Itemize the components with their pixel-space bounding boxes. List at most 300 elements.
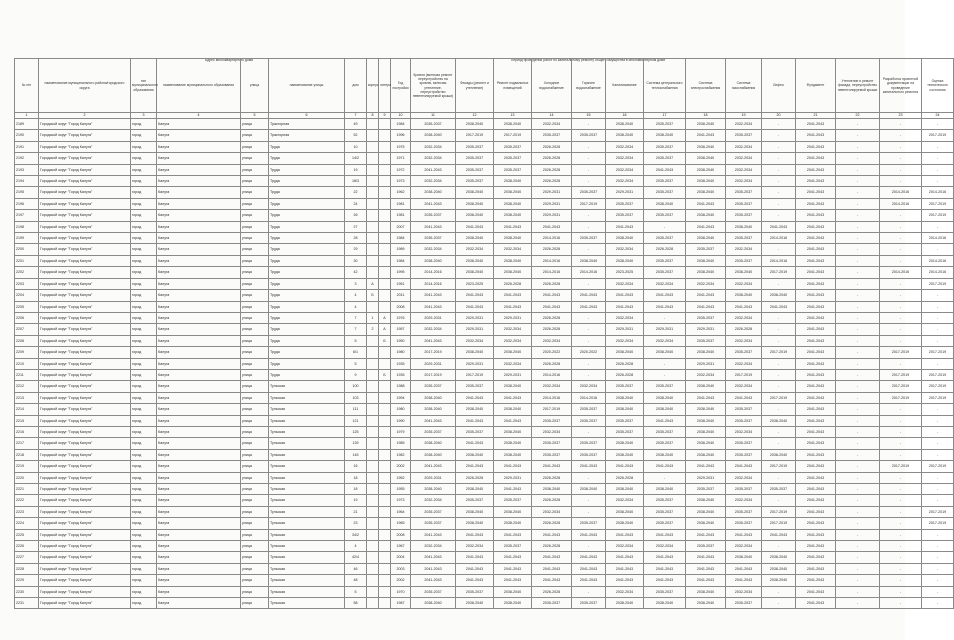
table-cell: 2202: [15, 267, 39, 278]
table-cell: 2041-2043: [456, 221, 494, 232]
table-cell: город: [131, 233, 157, 244]
table-cell: 2029-2031: [411, 312, 456, 323]
table-cell: Труда: [269, 153, 345, 164]
table-cell: 2041-2043: [796, 335, 836, 346]
table-cell: 2035-2037: [726, 210, 762, 221]
column-header: улица: [241, 59, 269, 113]
table-cell: улица: [241, 575, 269, 586]
table-cell: Городской округ "Город Калуга": [39, 141, 131, 152]
table-cell: город: [131, 278, 157, 289]
table-cell: улица: [241, 484, 269, 495]
table-cell: Городской округ "Город Калуга": [39, 518, 131, 529]
table-cell: 2041-2043: [644, 290, 686, 301]
table-cell: 2038-2040: [762, 575, 796, 586]
table-cell: 2017-2019: [922, 210, 954, 221]
column-number: 16: [606, 113, 644, 119]
table-cell: 2035-2037: [726, 347, 762, 358]
table-cell: 2038-2040: [726, 267, 762, 278]
table-cell: улица: [241, 244, 269, 255]
table-row: [15, 244, 954, 255]
table-cell: 2035-2037: [726, 518, 762, 529]
table-cell: Калуга: [157, 541, 241, 552]
table-cell: 49: [345, 119, 367, 130]
table-cell: 2213: [15, 392, 39, 403]
table-cell: Городской округ "Город Калуга": [39, 244, 131, 255]
table-cell: 2014-2016: [762, 255, 796, 266]
table-cell: -: [572, 506, 606, 517]
table-cell: [379, 541, 391, 552]
table-cell: 2041-2043: [456, 438, 494, 449]
table-cell: 2218: [15, 449, 39, 460]
table-cell: 4: [345, 290, 367, 301]
table-cell: 2041-2043: [796, 278, 836, 289]
table-cell: 2038-2040: [606, 518, 644, 529]
table-cell: 2038-2040: [411, 484, 456, 495]
table-cell: -: [836, 563, 880, 574]
table-cell: Калуга: [157, 244, 241, 255]
table-cell: 2035-2037: [686, 312, 726, 323]
table-cell: -: [836, 392, 880, 403]
table-cell: Калуга: [157, 404, 241, 415]
table-row: [15, 233, 954, 244]
table-cell: Калуга: [157, 529, 241, 540]
table-cell: -: [836, 187, 880, 198]
table-cell: 2035-2037: [572, 449, 606, 460]
table-cell: [379, 529, 391, 540]
table-cell: 2032-2034: [726, 141, 762, 152]
table-cell: 2041-2043: [494, 529, 532, 540]
table-cell: Городской округ "Город Калуга": [39, 586, 131, 597]
table-cell: -: [644, 472, 686, 483]
table-cell: 2041-2043: [644, 563, 686, 574]
table-cell: Городской округ "Город Калуга": [39, 369, 131, 380]
table-cell: 1995: [391, 267, 411, 278]
table-cell: -: [762, 187, 796, 198]
table-cell: -: [762, 141, 796, 152]
column-header: литера: [379, 59, 391, 113]
table-cell: Калуга: [157, 426, 241, 437]
table-cell: -: [880, 358, 922, 369]
table-cell: -: [836, 141, 880, 152]
table-cell: 2035-2037: [644, 141, 686, 152]
table-cell: [379, 153, 391, 164]
table-cell: [379, 176, 391, 187]
table-cell: 2041-2043: [606, 529, 644, 540]
table-cell: 2017-2019: [411, 369, 456, 380]
table-cell: 42/4: [345, 552, 367, 563]
table-cell: -: [762, 130, 796, 141]
table-cell: 2035-2037: [644, 426, 686, 437]
table-cell: -: [762, 176, 796, 187]
table-cell: Труда: [269, 347, 345, 358]
table-cell: 2041-2043: [456, 290, 494, 301]
table-cell: 2032-2034: [606, 176, 644, 187]
table-cell: [379, 267, 391, 278]
table-cell: -: [922, 552, 954, 563]
table-cell: город: [131, 290, 157, 301]
table-cell: 2038-2040: [411, 392, 456, 403]
table-cell: 2038-2040: [644, 449, 686, 460]
table-cell: 100: [345, 381, 367, 392]
table-cell: 2032-2034: [411, 541, 456, 552]
table-cell: 2029-2031: [686, 472, 726, 483]
table-cell: 2014-2016: [922, 255, 954, 266]
table-row: [15, 312, 954, 323]
table-cell: город: [131, 563, 157, 574]
table-cell: 2029-2031: [606, 187, 644, 198]
table-cell: -: [922, 153, 954, 164]
table-cell: [379, 255, 391, 266]
table-cell: 2229: [15, 575, 39, 586]
table-cell: 2038-2040: [494, 598, 532, 609]
table-cell: [367, 575, 379, 586]
table-cell: 1987: [391, 598, 411, 609]
table-cell: Труда: [269, 176, 345, 187]
table-cell: 2014-2016: [532, 233, 572, 244]
table-cell: 2017-2019: [726, 369, 762, 380]
table-cell: 1980: [391, 347, 411, 358]
table-cell: 2032-2034: [686, 369, 726, 380]
table-cell: 27: [345, 221, 367, 232]
table-cell: 2038-2040: [456, 255, 494, 266]
table-cell: 1950: [391, 335, 411, 346]
table-cell: 2041-2043: [796, 358, 836, 369]
table-cell: 2035-2037: [456, 176, 494, 187]
table-cell: 2041-2043: [456, 529, 494, 540]
table-cell: 2038-2040: [494, 347, 532, 358]
column-number: 17: [644, 113, 686, 119]
table-cell: 2228: [15, 563, 39, 574]
column-number: 11: [411, 113, 456, 119]
table-cell: 19: [345, 164, 367, 175]
table-row: [15, 426, 954, 437]
table-cell: -: [762, 164, 796, 175]
table-cell: 2041-2043: [606, 301, 644, 312]
table-cell: [367, 255, 379, 266]
table-cell: 1972: [391, 164, 411, 175]
table-cell: 2035-2037: [572, 598, 606, 609]
table-cell: 2017-2019: [762, 347, 796, 358]
table-cell: 2026-2028: [532, 358, 572, 369]
table-cell: 1988: [391, 381, 411, 392]
table-cell: -: [836, 164, 880, 175]
table-cell: 2035-2037: [456, 586, 494, 597]
column-number: 1: [15, 113, 39, 119]
table-cell: -: [880, 290, 922, 301]
column-number: 7: [345, 113, 367, 119]
table-cell: 2038-2040: [532, 484, 572, 495]
table-cell: -: [572, 164, 606, 175]
table-cell: Тульская: [269, 381, 345, 392]
column-header: № п/п: [15, 59, 39, 113]
table-cell: 2041-2043: [796, 347, 836, 358]
table-cell: 2035-2037: [644, 495, 686, 506]
table-cell: улица: [241, 541, 269, 552]
table-cell: 2041-2043: [494, 484, 532, 495]
table-cell: 2041-2043: [572, 301, 606, 312]
table-cell: 2035-2037: [644, 518, 686, 529]
table-cell: улица: [241, 506, 269, 517]
table-cell: -: [836, 541, 880, 552]
table-cell: 2038-2040: [456, 518, 494, 529]
table-cell: 2223: [15, 506, 39, 517]
table-cell: 18: [345, 484, 367, 495]
table-cell: 2029-2031: [644, 324, 686, 335]
table-cell: -: [836, 575, 880, 586]
table-cell: [379, 472, 391, 483]
table-cell: 2038-2040: [762, 552, 796, 563]
table-cell: 2038-2040: [686, 586, 726, 597]
table-cell: 2035-2037: [532, 598, 572, 609]
table-cell: Тульская: [269, 506, 345, 517]
table-cell: улица: [241, 176, 269, 187]
table-cell: улица: [241, 267, 269, 278]
table-cell: 2032-2034: [532, 506, 572, 517]
table-cell: 2205: [15, 301, 39, 312]
table-cell: -: [572, 358, 606, 369]
table-cell: 2041-2043: [686, 290, 726, 301]
table-cell: 2038-2040: [726, 290, 762, 301]
column-header: Лифты: [762, 59, 796, 113]
table-row: [15, 198, 954, 209]
table-cell: Б: [379, 369, 391, 380]
table-cell: Городской округ "Город Калуга": [39, 575, 131, 586]
table-cell: город: [131, 495, 157, 506]
table-cell: 2017-2019: [532, 404, 572, 415]
table-cell: 2032-2034: [494, 244, 532, 255]
table-cell: 2038-2040: [411, 187, 456, 198]
table-cell: улица: [241, 529, 269, 540]
table-cell: 2041-2043: [796, 404, 836, 415]
table-cell: 2002: [391, 461, 411, 472]
table-cell: 2035-2037: [726, 233, 762, 244]
table-cell: Б: [379, 335, 391, 346]
table-cell: 2041-2043: [686, 198, 726, 209]
table-cell: 19: [345, 495, 367, 506]
table-cell: 7: [345, 312, 367, 323]
table-cell: 2038-2040: [762, 563, 796, 574]
table-cell: 2041-2043: [532, 290, 572, 301]
table-cell: -: [922, 221, 954, 232]
table-cell: 2014-2016: [411, 267, 456, 278]
table-cell: 2029-2031: [411, 472, 456, 483]
table-cell: Тульская: [269, 586, 345, 597]
table-cell: А: [367, 278, 379, 289]
table-cell: 2041-2043: [686, 392, 726, 403]
table-cell: А: [379, 324, 391, 335]
table-cell: 2038-2040: [456, 210, 494, 221]
table-cell: 2032-2034: [411, 176, 456, 187]
column-number: 10: [391, 113, 411, 119]
table-cell: 2023-2025: [606, 267, 644, 278]
table-cell: 2041-2043: [796, 233, 836, 244]
table-cell: Тульская: [269, 472, 345, 483]
table-cell: Городской округ "Город Калуга": [39, 347, 131, 358]
table-cell: -: [762, 472, 796, 483]
table-cell: 14/2: [345, 153, 367, 164]
table-cell: 2029-2031: [532, 198, 572, 209]
table-cell: 2017-2019: [922, 369, 954, 380]
table-cell: 2035-2037: [572, 415, 606, 426]
table-cell: 2206: [15, 312, 39, 323]
table-cell: Тульская: [269, 449, 345, 460]
table-cell: 2038-2040: [456, 506, 494, 517]
table-cell: 2041-2043: [494, 301, 532, 312]
table-cell: Калуга: [157, 255, 241, 266]
table-cell: 2038-2040: [411, 449, 456, 460]
table-cell: Тульская: [269, 495, 345, 506]
table-cell: 2041-2043: [494, 461, 532, 472]
table-cell: -: [572, 119, 606, 130]
table-cell: 2041-2043: [686, 130, 726, 141]
table-cell: 2008: [391, 301, 411, 312]
table-cell: 2041-2043: [456, 301, 494, 312]
table-cell: 2038-2040: [686, 347, 726, 358]
table-row: [15, 529, 954, 540]
table-cell: -: [836, 404, 880, 415]
table-cell: [367, 335, 379, 346]
table-cell: улица: [241, 438, 269, 449]
table-cell: 2029-2031: [686, 324, 726, 335]
column-number: 8: [367, 113, 379, 119]
table-cell: 9: [345, 369, 367, 380]
table-cell: 2035-2037: [411, 506, 456, 517]
table-cell: -: [762, 404, 796, 415]
table-cell: [367, 506, 379, 517]
table-cell: 2041-2043: [762, 221, 796, 232]
table-cell: 2041-2043: [644, 529, 686, 540]
column-header: наименование улицы: [269, 59, 345, 113]
table-cell: -: [762, 598, 796, 609]
table-cell: 2026-2028: [532, 244, 572, 255]
table-cell: [379, 392, 391, 403]
table-cell: 30: [345, 255, 367, 266]
table-cell: 2026-2028: [532, 312, 572, 323]
table-cell: 2194: [15, 176, 39, 187]
table-cell: 2035-2037: [644, 119, 686, 130]
table-cell: 2026-2028: [532, 518, 572, 529]
table-cell: 2041-2043: [572, 529, 606, 540]
table-cell: -: [922, 141, 954, 152]
table-cell: -: [762, 358, 796, 369]
table-row: [15, 461, 954, 472]
table-cell: 2041-2043: [796, 575, 836, 586]
table-row: [15, 472, 954, 483]
table-cell: 2032-2034: [606, 335, 644, 346]
table-cell: 2041-2043: [726, 301, 762, 312]
table-cell: Тульская: [269, 404, 345, 415]
table-cell: Тульская: [269, 518, 345, 529]
table-cell: 2038-2040: [762, 449, 796, 460]
table-cell: 2026-2028: [532, 164, 572, 175]
table-cell: 2041-2043: [796, 381, 836, 392]
table-cell: 2035-2037: [726, 598, 762, 609]
table-cell: А: [379, 312, 391, 323]
table-cell: 2041-2043: [494, 552, 532, 563]
table-cell: 2017-2019: [922, 278, 954, 289]
table-cell: город: [131, 461, 157, 472]
table-cell: 2219: [15, 461, 39, 472]
table-cell: Труда: [269, 312, 345, 323]
table-cell: 2038-2040: [606, 506, 644, 517]
table-cell: -: [836, 221, 880, 232]
table-cell: -: [880, 472, 922, 483]
table-cell: 2211: [15, 369, 39, 380]
table-cell: 2038-2040: [456, 404, 494, 415]
table-cell: Калуга: [157, 221, 241, 232]
column-number: 21: [796, 113, 836, 119]
table-cell: 2038-2040: [572, 484, 606, 495]
table-cell: 2038-2040: [494, 518, 532, 529]
table-cell: 2038-2040: [606, 449, 644, 460]
table-cell: 1980: [391, 404, 411, 415]
table-cell: Городской округ "Город Калуга": [39, 461, 131, 472]
table-cell: [379, 586, 391, 597]
table-cell: 2032-2034: [606, 541, 644, 552]
table-cell: [367, 598, 379, 609]
table-cell: 2038-2040: [411, 404, 456, 415]
table-cell: 2029-2031: [532, 187, 572, 198]
table-row: [15, 484, 954, 495]
table-cell: 2029-2031: [686, 358, 726, 369]
table-cell: Труда: [269, 335, 345, 346]
table-cell: 2041-2043: [456, 552, 494, 563]
table-cell: 2038-2040: [644, 598, 686, 609]
table-cell: 2038-2040: [686, 404, 726, 415]
table-cell: 2035-2037: [644, 438, 686, 449]
table-cell: Труда: [269, 210, 345, 221]
table-cell: [367, 187, 379, 198]
table-cell: 1981: [391, 198, 411, 209]
table-cell: 2038-2040: [411, 598, 456, 609]
table-cell: Калуга: [157, 198, 241, 209]
table-cell: 2041-2043: [644, 301, 686, 312]
table-cell: Калуга: [157, 563, 241, 574]
table-cell: 1982: [391, 449, 411, 460]
table-cell: 2017-2019: [922, 130, 954, 141]
table-cell: 2041-2043: [726, 529, 762, 540]
table-cell: Калуга: [157, 278, 241, 289]
table-cell: 2035-2037: [456, 141, 494, 152]
table-cell: 2017-2019: [762, 461, 796, 472]
table-cell: 2035-2037: [644, 267, 686, 278]
table-cell: 2038-2040: [494, 404, 532, 415]
table-cell: -: [922, 598, 954, 609]
table-cell: 2014-2016: [572, 392, 606, 403]
table-cell: 2035-2037: [644, 381, 686, 392]
table-cell: улица: [241, 598, 269, 609]
table-cell: -: [922, 426, 954, 437]
table-cell: 2017-2019: [456, 369, 494, 380]
table-cell: -: [762, 426, 796, 437]
table-cell: [367, 541, 379, 552]
table-cell: 2035-2037: [606, 198, 644, 209]
table-cell: 2035-2037: [572, 518, 606, 529]
table-cell: -: [836, 381, 880, 392]
table-row: [15, 221, 954, 232]
table-cell: -: [880, 301, 922, 312]
table-cell: улица: [241, 312, 269, 323]
table-cell: 2041-2043: [411, 221, 456, 232]
table-cell: 2017-2019: [922, 506, 954, 517]
table-cell: 1964: [391, 506, 411, 517]
table-cell: улица: [241, 563, 269, 574]
table-cell: -: [644, 358, 686, 369]
table-cell: 2032-2034: [606, 244, 644, 255]
table-cell: 2038-2040: [686, 381, 726, 392]
table-cell: город: [131, 153, 157, 164]
table-cell: 2038-2040: [686, 426, 726, 437]
